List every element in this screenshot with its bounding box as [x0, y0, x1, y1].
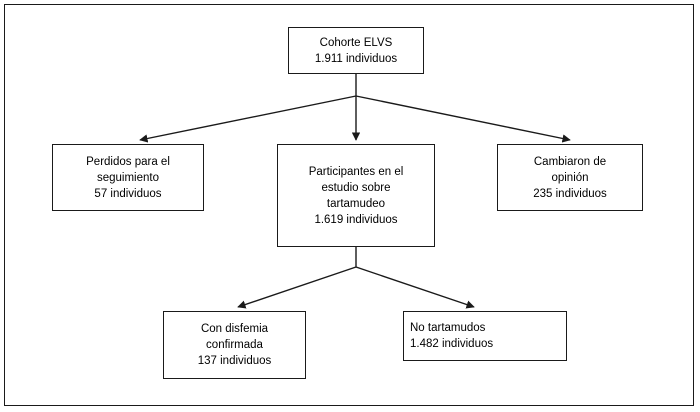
node-confirmed-dysphemia	[163, 311, 306, 379]
node-nonstutter-line-1: No tartamudos	[410, 322, 486, 334]
node-non-stutterers	[403, 311, 567, 361]
node-cohort-line-1: Cohorte ELVS	[319, 36, 393, 49]
node-cohort-line-2: 1.911 individuos	[314, 52, 398, 65]
node-changed-line-1: Cambiaron de	[533, 155, 607, 168]
node-cohort	[288, 27, 424, 74]
edge-cohort-to-changed	[356, 96, 570, 140]
edge-cohort-to-lost	[140, 96, 356, 140]
node-changed-mind	[497, 144, 643, 211]
node-lost-line-3: 57 individuos	[94, 187, 162, 200]
node-nonstutter-line-2: 1.482 individuos	[410, 338, 494, 350]
node-dysphemia-line-3: 137 individuos	[197, 355, 272, 367]
node-participants-line-3: tartamudeo	[326, 197, 386, 210]
node-lost-line-1: Perdidos para el	[86, 155, 170, 168]
node-dysphemia-line-2: confirmada	[206, 339, 263, 351]
node-participants-line-2: estudio sobre	[321, 181, 391, 194]
edge-participants-to-nonstutter	[356, 267, 474, 307]
node-changed-line-2: opinión	[551, 171, 589, 184]
node-participants-line-4: 1.619 individuos	[314, 213, 398, 226]
node-dysphemia-line-1: Con disfemia	[200, 323, 269, 335]
node-changed-line-3: 235 individuos	[533, 187, 607, 200]
node-lost-line-2: seguimiento	[96, 171, 159, 184]
node-lost-to-followup	[52, 144, 204, 211]
edge-participants-to-dysphemia	[238, 267, 356, 307]
node-participants-line-1: Participantes en el	[308, 165, 404, 178]
node-participants	[277, 144, 435, 247]
